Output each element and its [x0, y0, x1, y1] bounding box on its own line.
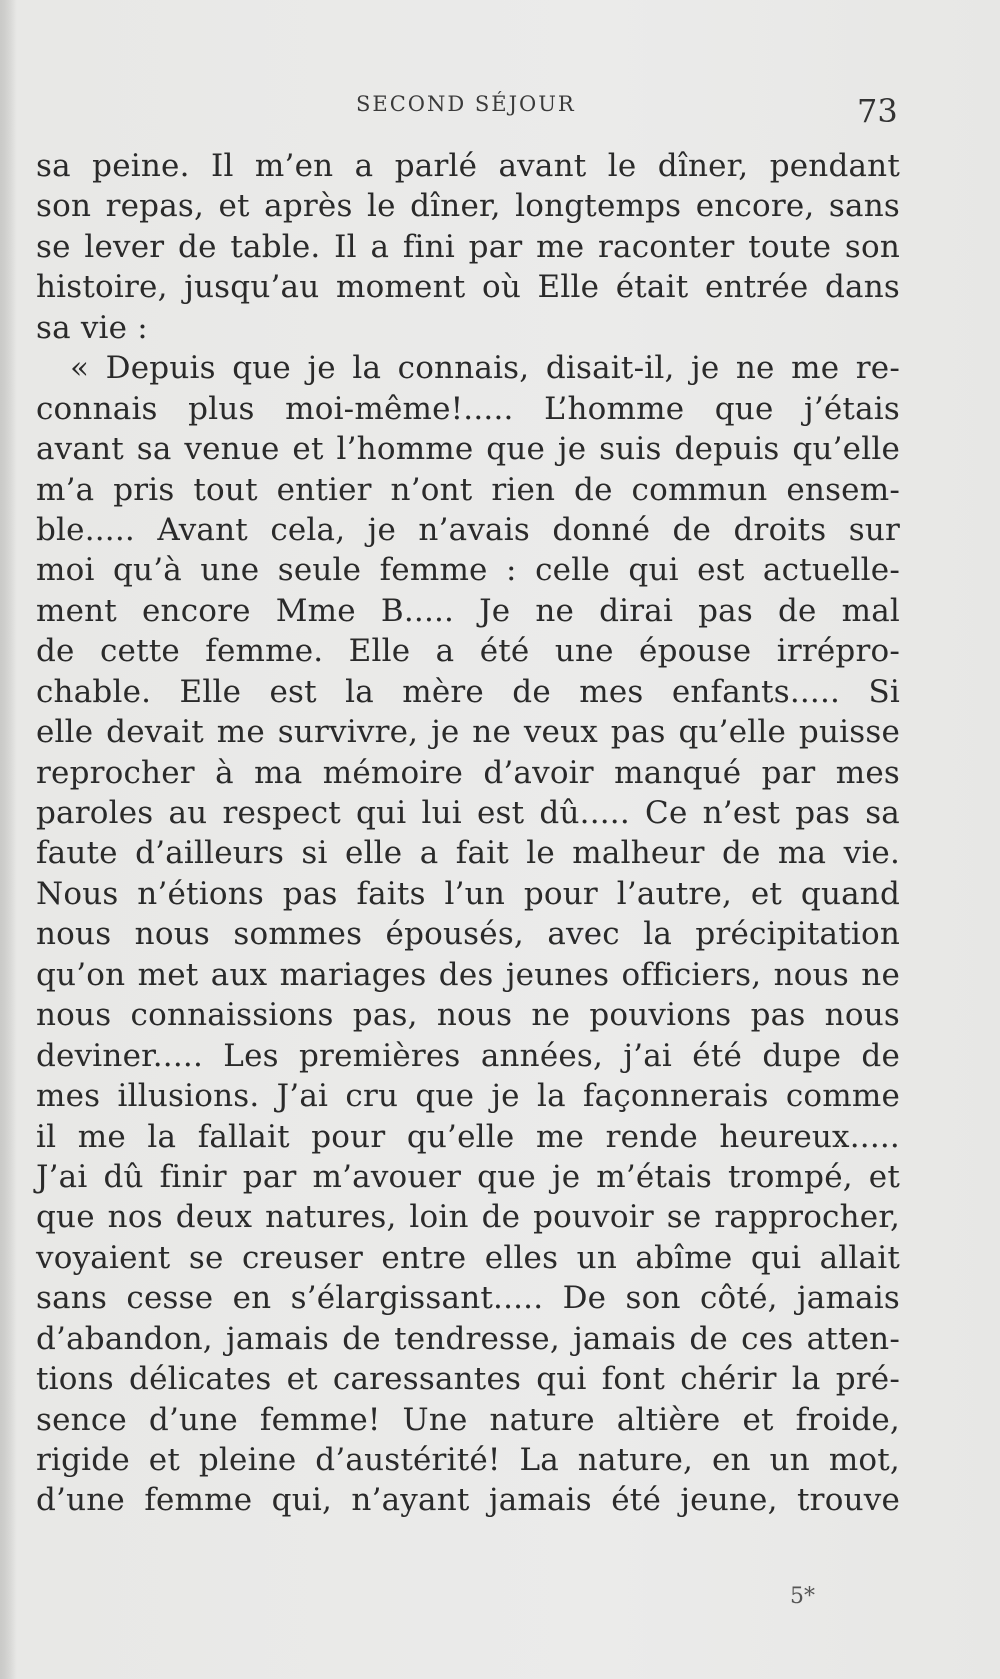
text-line: d’une femme qui, n’ayant jamais été jeune, trouve — [36, 1482, 900, 1519]
running-header — [0, 92, 1000, 132]
section-title: SECOND SÉJOUR — [356, 92, 576, 116]
text-line: se lever de table. Il a fini par me raconter toute son — [36, 228, 900, 265]
text-line: qu’on met aux mariages des jeunes officiers, nous ne — [36, 956, 900, 993]
text-line: moi qu’à une seule femme : celle qui est actuelle- — [36, 552, 900, 589]
page-number: 73 — [857, 92, 898, 130]
text-line: ment encore Mme B..... Je ne dirai pas de mal — [36, 592, 900, 629]
text-line: « Depuis que je la connais, disait-il, je ne me re- — [70, 350, 900, 387]
text-line: ble..... Avant cela, je n’avais donné de droits sur — [36, 511, 900, 548]
text-line: m’a pris tout entier n’ont rien de commun ensem- — [36, 471, 900, 508]
text-line: voyaient se creuser entre elles un abîme qui allait — [36, 1239, 900, 1276]
text-line: que nos deux natures, loin de pouvoir se rapprocher, — [36, 1199, 900, 1236]
text-line: deviner..... Les premières années, j’ai été dupe de — [36, 1037, 900, 1074]
body-text — [36, 146, 900, 1521]
text-line: sa peine. Il m’en a parlé avant le dîner, pendant — [36, 148, 900, 184]
text-line: il me la fallait pour qu’elle me rende heureux..... — [36, 1118, 900, 1155]
signature-mark: 5* — [790, 1584, 815, 1609]
text-line: Nous n’étions pas faits l’un pour l’autre, et quand — [36, 875, 900, 912]
text-line: faute d’ailleurs si elle a fait le malheur de ma vie. — [36, 835, 900, 872]
text-line: connais plus moi-même!..... L’homme que j’étais — [36, 390, 900, 427]
text-line: d’abandon, jamais de tendresse, jamais de ces atten- — [36, 1320, 900, 1357]
text-line: histoire, jusqu’au moment où Elle était entrée dans — [36, 269, 900, 306]
text-line: de cette femme. Elle a été une épouse irrépro- — [36, 633, 900, 670]
text-line: avant sa venue et l’homme que je suis depuis qu’elle — [36, 431, 900, 468]
text-line: chable. Elle est la mère de mes enfants..... Si — [36, 673, 900, 710]
text-line: sence d’une femme! Une nature altière et froide, — [36, 1401, 900, 1438]
text-line: sa vie : — [36, 309, 148, 346]
page-gutter-shadow — [0, 0, 16, 1679]
text-line: mes illusions. J’ai cru que je la façonnerais comme — [36, 1078, 900, 1115]
text-line: son repas, et après le dîner, longtemps encore, sans — [36, 188, 900, 225]
text-line: J’ai dû finir par m’avouer que je m’étais trompé, et — [36, 1158, 900, 1195]
text-line: rigide et pleine d’austérité! La nature, en un mot, — [36, 1442, 900, 1478]
text-line: nous nous sommes épousés, avec la précipitation — [36, 916, 900, 953]
text-line: reprocher à ma mémoire d’avoir manqué par mes — [36, 754, 900, 791]
text-line: elle devait me survivre, je ne veux pas qu’elle puisse — [36, 714, 900, 751]
text-line: nous connaissions pas, nous ne pouvions pas nous — [36, 997, 900, 1034]
text-line: paroles au respect qui lui est dû..... Ce n’est pas sa — [36, 795, 900, 831]
text-line: tions délicates et caressantes qui font chérir la pré- — [36, 1361, 900, 1398]
text-line: sans cesse en s’élargissant..... De son côté, jamais — [36, 1280, 900, 1317]
